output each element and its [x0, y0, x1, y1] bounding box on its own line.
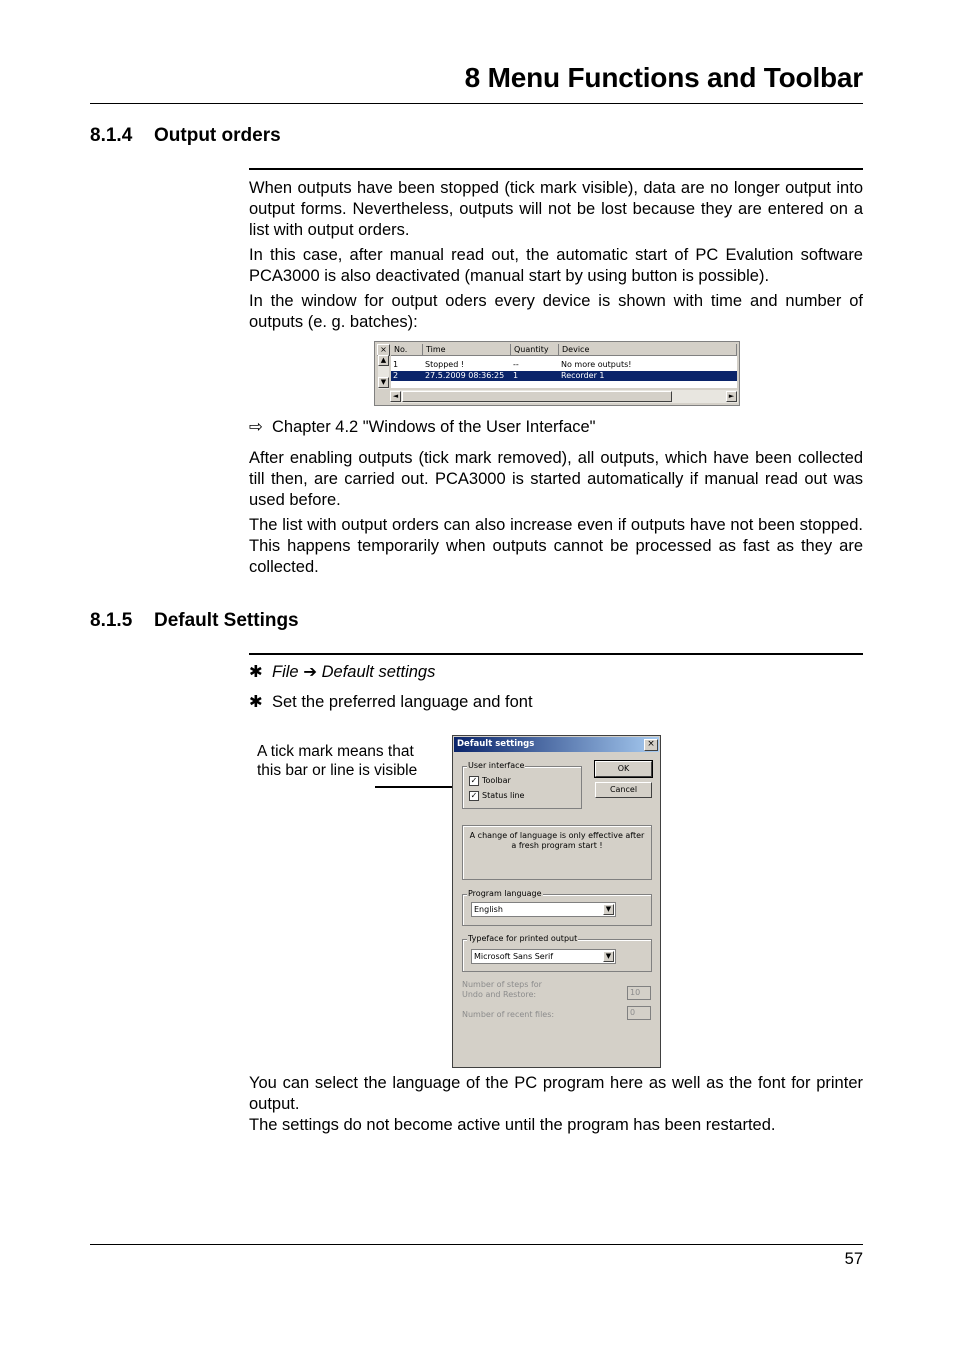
section-number: 8.1.4 [90, 125, 133, 146]
typeface-value: Microsoft Sans Serif [474, 952, 554, 961]
statusline-label: Status line [482, 791, 525, 800]
typeface-select[interactable] [471, 949, 616, 964]
scroll-left-icon[interactable]: ◄ [390, 391, 401, 402]
callout-text: A tick mark means that this bar or line is visible [257, 743, 418, 779]
language-notice: A change of language is only effective after a fresh program start ! [469, 831, 645, 850]
horizontal-scrollbar[interactable] [390, 390, 738, 403]
recent-files-label: Number of recent files: [462, 1010, 555, 1019]
section-rule [249, 168, 863, 170]
group-label: Program language [468, 889, 542, 898]
section-title: Default Settings [154, 610, 299, 631]
group-label: User interface [468, 761, 525, 770]
menu-file: File [272, 663, 299, 681]
paragraph: The list with output orders can also increase even if outputs have not been stopped. This happens temporarily when outputs cannot be processed as fast as they are collected. [249, 516, 863, 576]
toolbar-label: Toolbar [482, 776, 511, 785]
paragraph: You can select the language of the PC program here as well as the font for printer output. [249, 1074, 863, 1113]
toolbar-checkbox[interactable]: ✓ [470, 776, 478, 785]
dialog-title: Default settings [454, 737, 659, 752]
page-number: 57 [844, 1250, 863, 1268]
section-number: 8.1.5 [90, 610, 133, 631]
chevron-down-icon[interactable]: ▼ [603, 904, 614, 915]
column-header-quantity[interactable]: Quantity [511, 344, 559, 356]
output-orders-list [391, 344, 737, 388]
section-title: Output orders [154, 125, 281, 146]
section-heading-output-orders [90, 125, 281, 147]
footer-rule [90, 1244, 863, 1245]
output-orders-window [374, 341, 740, 406]
scroll-thumb[interactable] [402, 391, 672, 402]
section-rule [249, 653, 863, 655]
column-header-time[interactable]: Time [423, 344, 511, 356]
bullet-icon: ✱ [249, 663, 263, 681]
menu-default-settings: Default settings [321, 663, 436, 681]
vertical-scrollbar[interactable] [378, 355, 389, 389]
program-language-select[interactable] [471, 902, 616, 917]
cell-time: 27.5.2009 08:36:25 [425, 371, 505, 380]
table-row[interactable] [391, 360, 737, 370]
column-header-device[interactable]: Device [559, 344, 737, 356]
paragraph: In this case, after manual read out, the automatic start of PC Evalution software PCA3000 is also deactivated (manual start by using button is possible). [249, 246, 863, 285]
ok-button[interactable]: OK [595, 761, 652, 777]
paragraph: When outputs have been stopped (tick mark visible), data are no longer output into output forms. Nevertheless, outputs will not be lost because they are entered on a list with output orders. [249, 179, 863, 239]
cell-no: 2 [393, 371, 399, 380]
cell-no: 1 [393, 360, 399, 369]
program-language-value: English [474, 905, 503, 914]
cell-quantity: -- [513, 360, 519, 369]
paragraph: After enabling outputs (tick mark removed), all outputs, which have been collected till then, are carried out. PCA3000 is started automatically if manual read out was used before. [249, 449, 863, 509]
reference-line [249, 417, 596, 438]
user-interface-group [462, 766, 582, 809]
scroll-down-icon[interactable]: ▼ [378, 377, 389, 388]
cell-quantity: 1 [513, 371, 519, 380]
recent-files-field[interactable]: 0 [627, 1006, 651, 1020]
arrow-right-icon: ⇨ [249, 418, 263, 436]
cell-time: Stopped ! [425, 360, 465, 369]
paragraph: The settings do not become active until the program has been restarted. [249, 1116, 776, 1134]
group-label: Typeface for printed output [468, 934, 578, 943]
close-icon[interactable]: × [644, 739, 658, 751]
scroll-right-icon[interactable]: ► [726, 391, 737, 402]
section-heading-default-settings [90, 610, 299, 632]
instruction-text: Set the preferred language and font [272, 693, 533, 711]
chapter-title: 8 Menu Functions and Toolbar [464, 62, 863, 93]
statusline-checkbox[interactable]: ✓ [470, 791, 478, 800]
column-header-no[interactable]: No. [391, 344, 423, 356]
cell-device: No more outputs! [561, 360, 632, 369]
chevron-down-icon[interactable]: ▼ [603, 951, 614, 962]
menu-path-line [249, 662, 435, 683]
paragraph: In the window for output oders every device is shown with time and number of outputs (e. g. batches): [249, 292, 863, 331]
instruction-line [249, 692, 533, 713]
table-row-selected[interactable] [391, 371, 737, 381]
arrow-icon: ➔ [303, 663, 318, 681]
bullet-icon: ✱ [249, 693, 263, 711]
reference-text[interactable]: Chapter 4.2 "Windows of the User Interface" [272, 418, 596, 436]
header-rule [90, 103, 863, 104]
undo-steps-label: Number of steps for Undo and Restore: [462, 980, 542, 999]
close-icon[interactable]: × [377, 344, 390, 356]
undo-steps-field[interactable]: 10 [627, 986, 651, 1000]
default-settings-dialog [452, 735, 661, 1068]
cancel-button[interactable]: Cancel [595, 782, 652, 798]
cell-device: Recorder 1 [561, 371, 605, 380]
scroll-up-icon[interactable]: ▲ [378, 355, 389, 366]
